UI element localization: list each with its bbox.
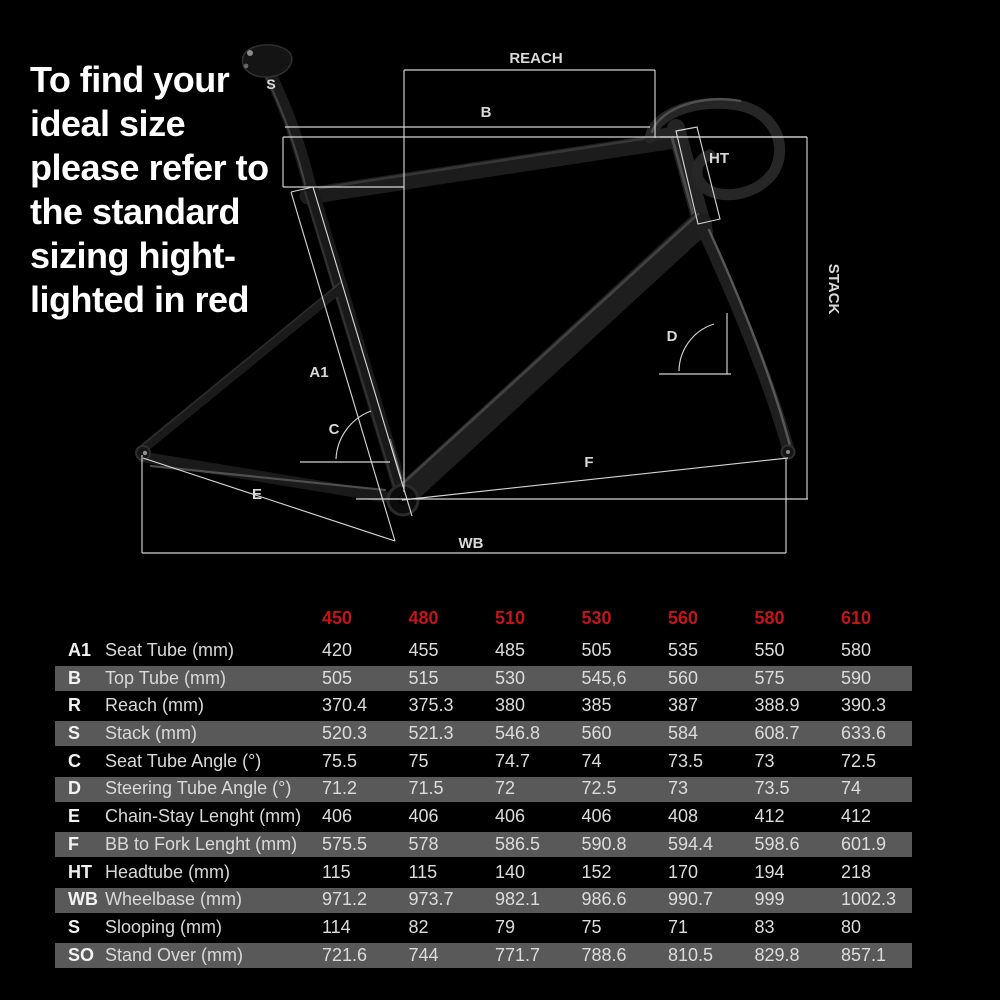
row-value: 560 xyxy=(668,667,699,688)
row-value: 744 xyxy=(408,944,439,965)
row-value: 420 xyxy=(322,640,353,660)
table-rows xyxy=(55,637,912,969)
row-value: 608.7 xyxy=(754,723,800,744)
row-value: 73 xyxy=(754,750,775,771)
row-value: 575.5 xyxy=(322,833,368,854)
row-value: 586.5 xyxy=(495,833,541,854)
geometry-row xyxy=(55,748,912,776)
steering-angle-label: D xyxy=(666,328,678,345)
geometry-row xyxy=(55,775,912,803)
reach-label: REACH xyxy=(509,50,563,67)
row-value: 412 xyxy=(754,806,785,827)
row-value: 71 xyxy=(668,916,689,937)
row-key: SO xyxy=(68,944,95,965)
top-tube-line xyxy=(283,127,807,137)
row-value: 535 xyxy=(668,640,699,660)
row-value: 218 xyxy=(841,861,872,882)
row-value: 75.5 xyxy=(322,750,358,771)
row-value: 74 xyxy=(581,750,602,771)
row-label: BB to Fork Lenght (mm) xyxy=(105,833,298,854)
row-value: 406 xyxy=(408,806,439,827)
row-value: 370.4 xyxy=(322,695,368,716)
size-column-header: 560 xyxy=(668,608,699,628)
bike-frame-photo xyxy=(136,45,795,515)
row-key: A1 xyxy=(68,640,92,660)
row-value: 545,6 xyxy=(581,667,627,688)
row-value: 406 xyxy=(495,806,526,827)
measurement-lines xyxy=(142,70,808,553)
row-value: 633.6 xyxy=(841,723,887,744)
row-value: 829.8 xyxy=(754,944,800,965)
row-key: S xyxy=(68,916,81,937)
row-value: 390.3 xyxy=(841,695,887,716)
geometry-row xyxy=(55,831,912,859)
row-value: 79 xyxy=(495,916,516,937)
row-value: 857.1 xyxy=(841,944,887,965)
row-value: 72 xyxy=(495,778,516,799)
row-label: Stack (mm) xyxy=(105,723,197,744)
row-key: E xyxy=(68,806,81,827)
row-value: 80 xyxy=(841,916,862,937)
row-label: Slooping (mm) xyxy=(105,916,223,937)
row-key: F xyxy=(68,833,79,854)
row-value: 73 xyxy=(668,778,689,799)
reach-line xyxy=(404,70,655,492)
row-value: 982.1 xyxy=(495,889,541,910)
row-value: 385 xyxy=(581,695,612,716)
chainstay-label: E xyxy=(251,486,263,503)
row-value: 505 xyxy=(581,640,612,660)
geometry-row xyxy=(55,859,912,887)
row-value: 408 xyxy=(668,806,699,827)
row-value: 971.2 xyxy=(322,889,368,910)
geometry-row xyxy=(55,720,912,748)
row-value: 990.7 xyxy=(668,889,714,910)
size-column-header: 610 xyxy=(841,608,872,628)
row-key: B xyxy=(68,667,81,688)
row-value: 485 xyxy=(495,640,526,660)
row-value: 71.2 xyxy=(322,778,358,799)
row-value: 521.3 xyxy=(408,723,454,744)
size-header-row xyxy=(55,600,912,637)
size-column-header: 530 xyxy=(581,608,612,628)
row-value: 140 xyxy=(495,861,526,882)
row-key: S xyxy=(68,723,81,744)
row-value: 170 xyxy=(668,861,699,882)
row-value: 546.8 xyxy=(495,723,541,744)
geometry-row xyxy=(55,692,912,720)
row-value: 194 xyxy=(754,861,785,882)
row-value: 810.5 xyxy=(668,944,714,965)
row-label: Steering Tube Angle (°) xyxy=(105,778,292,799)
row-value: 788.6 xyxy=(581,944,627,965)
stack-label: STACK xyxy=(825,263,842,315)
row-value: 505 xyxy=(322,667,353,688)
row-value: 771.7 xyxy=(495,944,541,965)
row-value: 973.7 xyxy=(408,889,454,910)
row-label: Stand Over (mm) xyxy=(105,944,244,965)
row-label: Top Tube (mm) xyxy=(105,667,227,688)
row-label: Wheelbase (mm) xyxy=(105,889,243,910)
row-value: 406 xyxy=(322,806,353,827)
note-line: the standard xyxy=(30,191,241,232)
row-value: 575 xyxy=(754,667,785,688)
row-label: Headtube (mm) xyxy=(105,861,231,882)
row-key: D xyxy=(68,778,81,799)
geometry-table xyxy=(55,600,912,969)
row-value: 73.5 xyxy=(754,778,790,799)
note-line: ideal size xyxy=(30,103,186,144)
row-value: 83 xyxy=(754,916,775,937)
size-column-header: 450 xyxy=(322,608,353,628)
seat-angle-label: C xyxy=(328,421,340,438)
row-key: R xyxy=(68,695,81,716)
geometry-row xyxy=(55,803,912,831)
row-value: 598.6 xyxy=(754,833,800,854)
row-value: 590.8 xyxy=(581,833,627,854)
geometry-row xyxy=(55,665,912,693)
row-value: 455 xyxy=(408,640,439,660)
row-key: HT xyxy=(68,861,92,882)
row-value: 75 xyxy=(408,750,429,771)
row-value: 1002.3 xyxy=(841,889,897,910)
row-value: 530 xyxy=(495,667,526,688)
row-value: 380 xyxy=(495,695,526,716)
row-value: 375.3 xyxy=(408,695,454,716)
top-tube-label: B xyxy=(480,104,492,121)
row-label: Seat Tube Angle (°) xyxy=(105,750,262,771)
row-value: 387 xyxy=(668,695,699,716)
row-value: 388.9 xyxy=(754,695,800,716)
row-value: 584 xyxy=(668,723,699,744)
row-value: 115 xyxy=(408,861,438,882)
geometry-row xyxy=(55,942,912,970)
row-value: 72.5 xyxy=(581,778,617,799)
seat-tube-label: A1 xyxy=(309,364,329,381)
geometry-row xyxy=(55,886,912,914)
geometry-row xyxy=(55,914,912,942)
row-value: 152 xyxy=(581,861,612,882)
row-value: 721.6 xyxy=(322,944,368,965)
note-line: To find your xyxy=(30,59,230,100)
row-key: C xyxy=(68,750,81,771)
row-value: 74 xyxy=(841,778,862,799)
row-value: 580 xyxy=(841,640,872,660)
size-column-header: 510 xyxy=(495,608,526,628)
row-value: 986.6 xyxy=(581,889,627,910)
row-value: 406 xyxy=(581,806,612,827)
size-column-header: 580 xyxy=(754,608,785,628)
note-line: sizing hight- xyxy=(30,235,236,276)
row-value: 999 xyxy=(754,889,785,910)
note-line: please refer to xyxy=(30,147,269,188)
seatpost-label: S xyxy=(266,76,276,92)
note-line: lighted in red xyxy=(30,279,250,320)
row-value: 82 xyxy=(408,916,429,937)
row-key: WB xyxy=(68,889,98,910)
row-value: 412 xyxy=(841,806,872,827)
row-value: 520.3 xyxy=(322,723,368,744)
row-label: Reach (mm) xyxy=(105,695,205,716)
row-value: 71.5 xyxy=(408,778,444,799)
headtube-label: HT xyxy=(709,150,729,167)
row-value: 515 xyxy=(408,667,439,688)
wheelbase-label: WB xyxy=(458,535,484,552)
row-value: 578 xyxy=(408,833,439,854)
row-value: 601.9 xyxy=(841,833,887,854)
row-value: 550 xyxy=(754,640,785,660)
row-value: 74.7 xyxy=(495,750,531,771)
bb-fork-line xyxy=(402,458,788,500)
row-value: 590 xyxy=(841,667,872,688)
row-value: 72.5 xyxy=(841,750,877,771)
bb-fork-label: F xyxy=(584,454,594,471)
row-value: 75 xyxy=(581,916,602,937)
row-value: 114 xyxy=(322,916,351,937)
row-label: Chain-Stay Lenght (mm) xyxy=(105,806,302,827)
row-value: 560 xyxy=(581,723,612,744)
row-value: 73.5 xyxy=(668,750,704,771)
row-value: 594.4 xyxy=(668,833,714,854)
size-column-header: 480 xyxy=(408,608,439,628)
row-value: 115 xyxy=(322,861,351,882)
geometry-row xyxy=(55,637,912,665)
row-label: Seat Tube (mm) xyxy=(105,640,235,660)
